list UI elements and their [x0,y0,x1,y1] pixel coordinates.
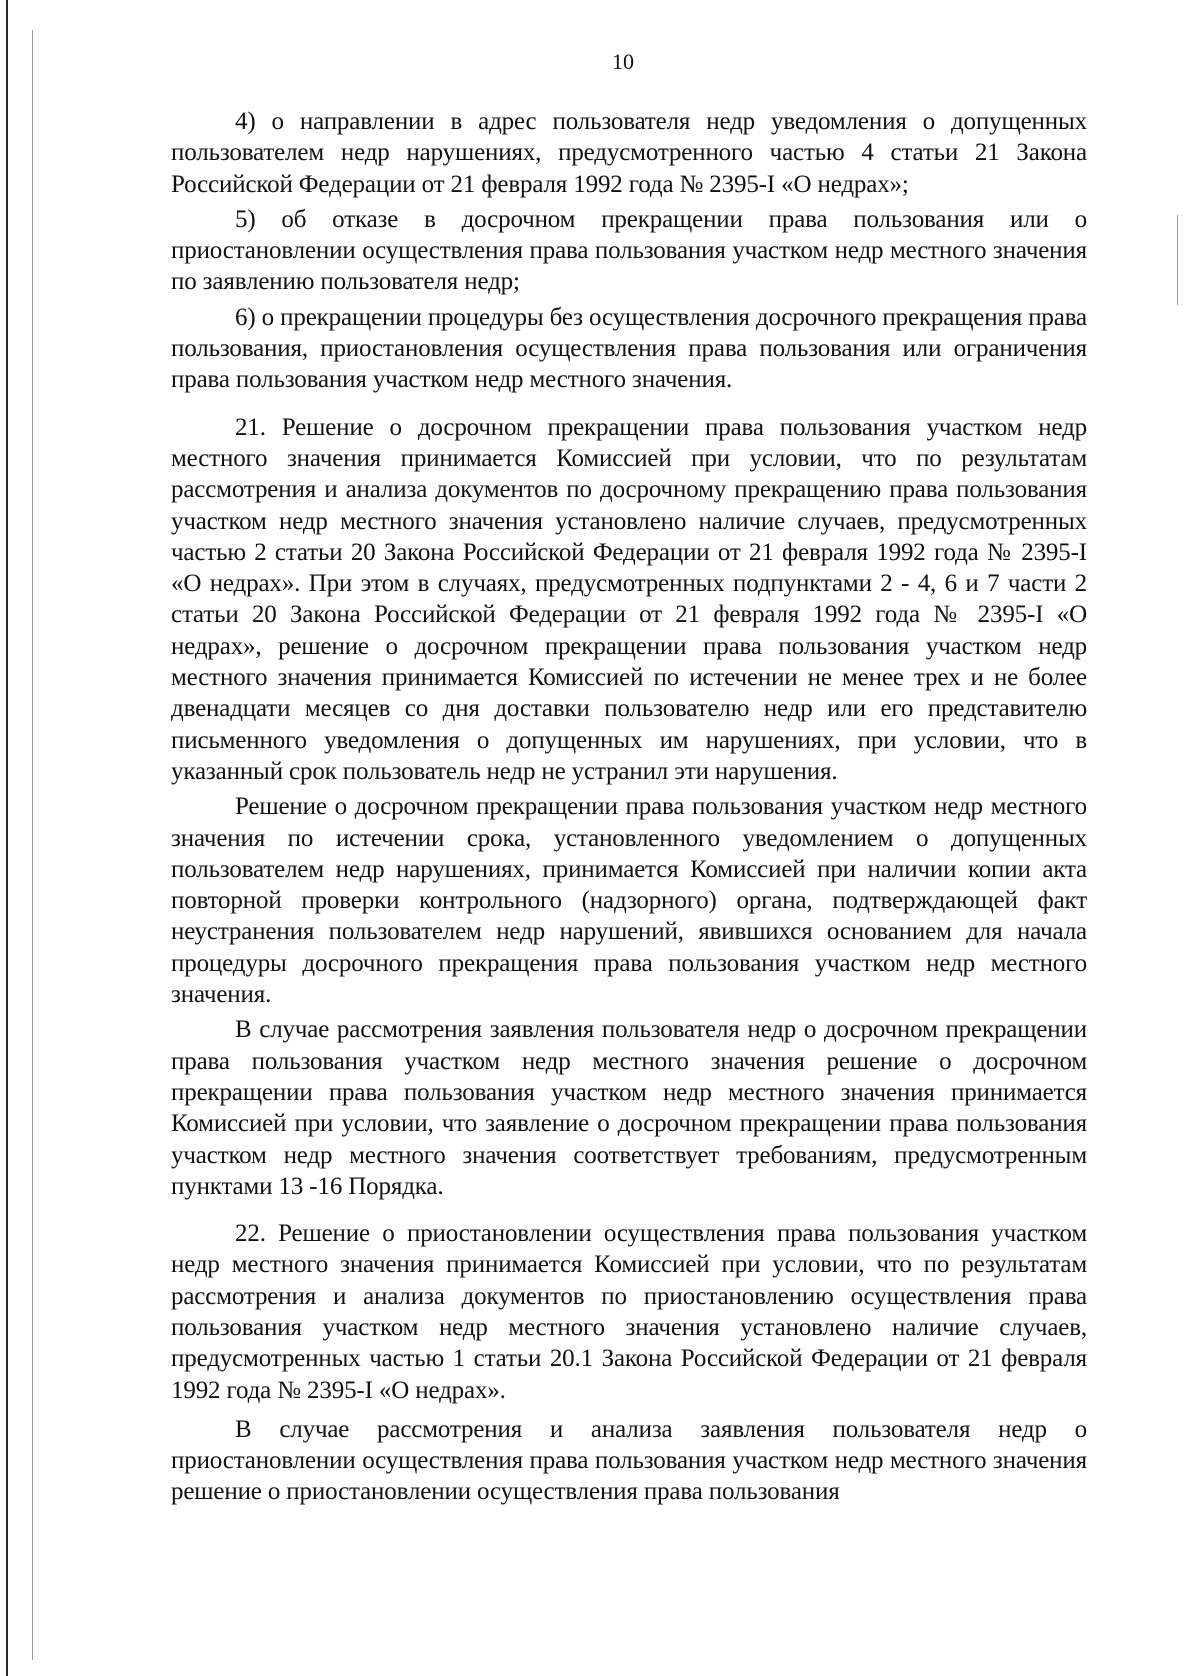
paragraph-clause-22: 22. Решение о приостановлении осуществления права пользования участком недр местного значения принимается Комиссией при условии, что по результатам рассмотрения и анализа документов по приостановлению осуществления права пользования участком недр местного значения установлено наличие случаев, предусмотренных частью 1 статьи 20.1 Закона Российской Федерации от 21 февраля 1992 года № 2395-I «О недрах». [171,1220,1087,1404]
binding-edge-line [6,0,8,1676]
paragraph-clause-22-part-2: В случае рассмотрения и анализа заявления пользователя недр о приостановлении осуществления права пользования участком недр местного значения решение о приостановлении осуществления права пользования [171,1415,1087,1506]
document-body [171,106,1087,1508]
paragraph-clause-21-part-3: В случае рассмотрения заявления пользователя недр о досрочном прекращении права пользования участком недр местного значения решение о досрочном прекращении права пользования участком недр местного значения принимается Комиссией при условии, что заявление о досрочном прекращении права пользования участком недр местного значения соответствует требованиям, предусмотренным пунктами 13 -16 Порядка. [171,1016,1087,1200]
scan-mark-right [1177,215,1178,305]
page-number: 10 [612,49,634,74]
binding-edge-line-inner [32,30,33,1660]
paragraph-clause-21-part-2: Решение о досрочном прекращении права пользования участком недр местного значения по истечении срока, установленного уведомлением о допущенных пользователем недр нарушениях, принимается Комиссией при наличии копии акта повторной проверки контрольного (надзорного) органа, подтверждающей факт неустранения пользователем недр нарушений, явившихся основанием для начала процедуры досрочного прекращения права пользования участком недр местного значения. [171,793,1087,1009]
paragraph-item-5: 5) об отказе в досрочном прекращении права пользования или о приостановлении осуществления права пользования участком недр местного значения по заявлению пользователя недр; [171,205,1087,296]
paragraph-item-4: 4) о направлении в адрес пользователя недр уведомления о допущенных пользователем недр нарушениях, предусмотренного частью 4 статьи 21 Закона Российской Федерации от 21 февраля 1992 года № 2395-I «О недрах»; [171,108,1087,198]
paragraph-clause-21: 21. Решение о досрочном прекращении права пользования участком недр местного значения принимается Комиссией при условии, что по результатам рассмотрения и анализа документов по досрочному прекращению права пользования участком недр местного значения установлено наличие случаев, предусмотренных частью 2 статьи 20 Закона Российской Федерации от 21 февраля 1992 года № 2395-I «О недрах». При этом в случаях, предусмотренных подпунктами 2 - 4, 6 и 7 части 2 статьи 20 Закона Российской Федерации от 21 февраля 1992 года № 2395-I «О недрах», решение о досрочном прекращении права пользования участком недр местного значения принимается Комиссией по истечении не менее трех и не более двенадцати месяцев со дня доставки пользователю недр или его представителю письменного уведомления о допущенных им нарушениях, при условии, что в указанный срок пользователь недр не устранил эти нарушения. [171,413,1087,785]
paragraph-item-6: 6) о прекращении процедуры без осуществления досрочного прекращения права пользования, приостановления осуществления права пользования или ограничения права пользования участком недр местного значения. [171,303,1087,394]
